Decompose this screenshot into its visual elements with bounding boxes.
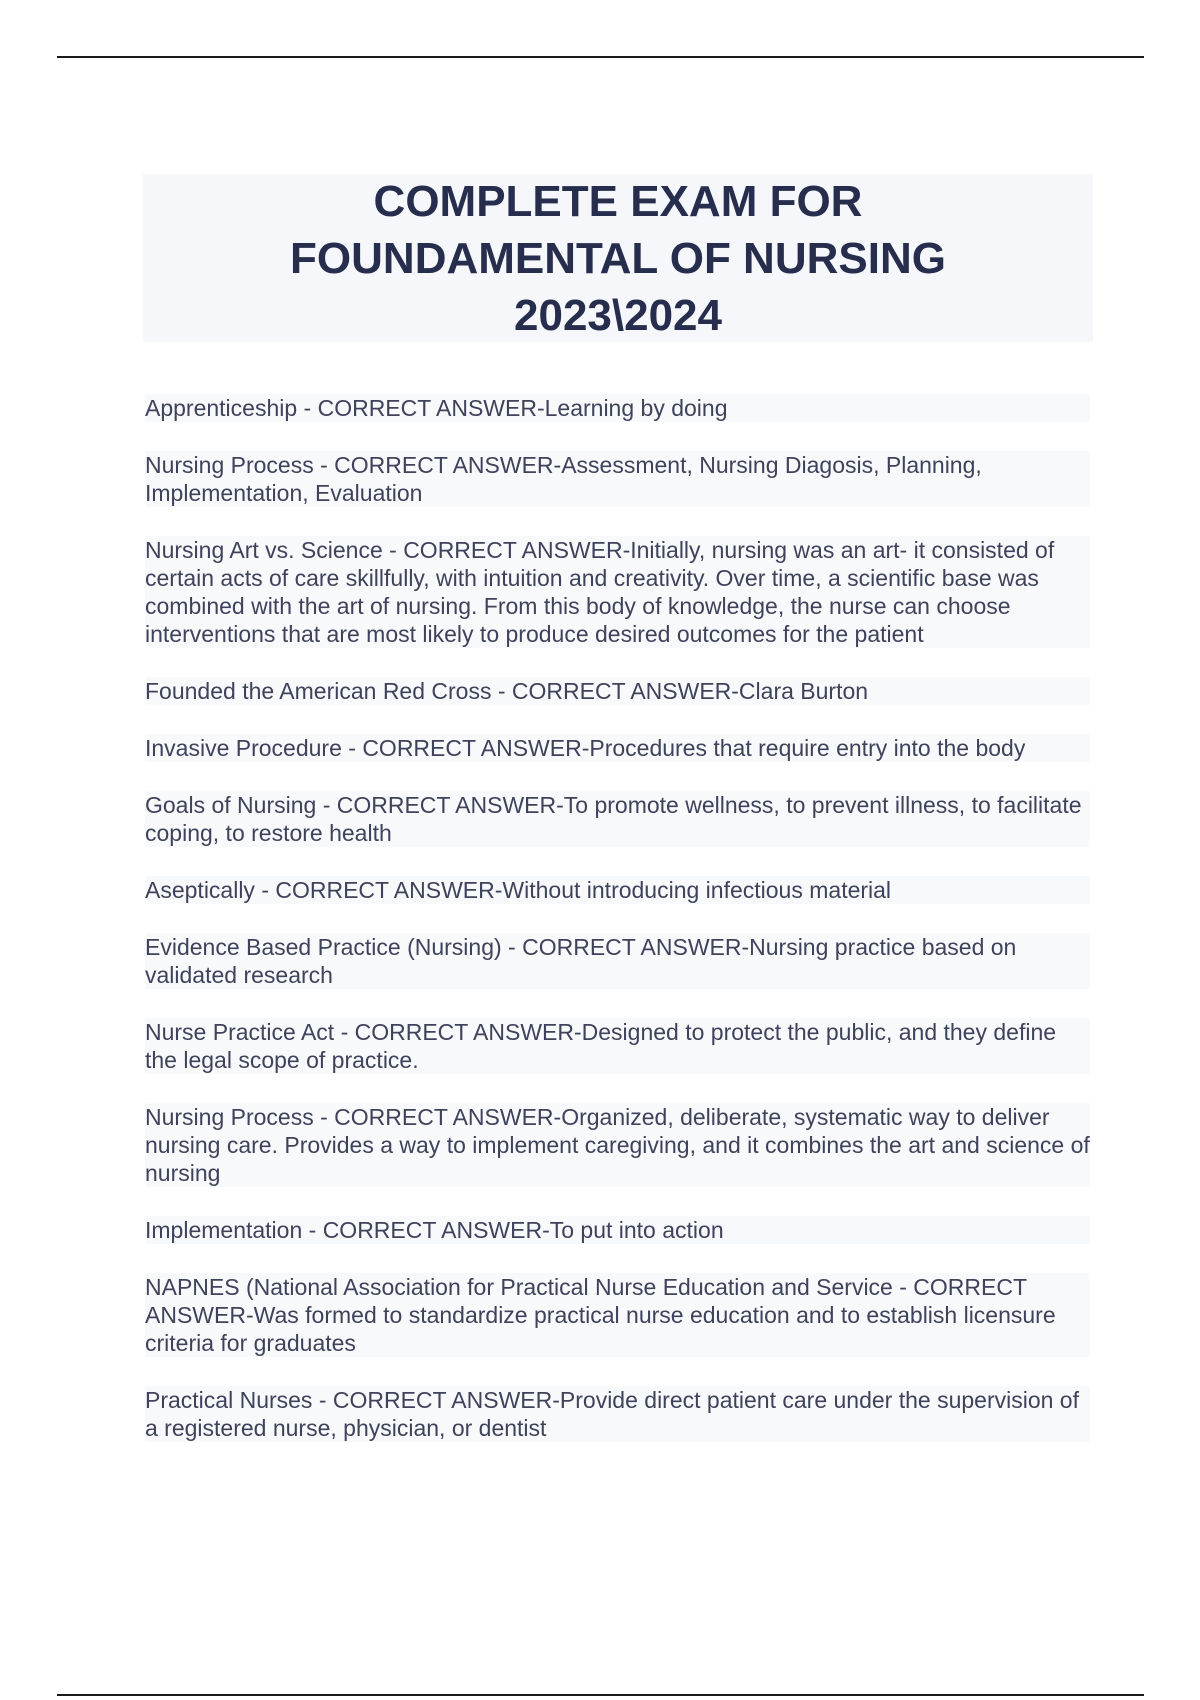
qa-item-nurse-practice-act: Nurse Practice Act - CORRECT ANSWER-Designed to protect the public, and they define the legal scope of practice. — [145, 1018, 1090, 1074]
qa-item-napnes: NAPNES (National Association for Practical Nurse Education and Service - CORRECT ANSWER-Was formed to standardize practical nurse education and to establish licensure criteria for graduates — [145, 1273, 1090, 1357]
qa-item-art-vs-science: Nursing Art vs. Science - CORRECT ANSWER-Initially, nursing was an art- it consisted of certain acts of care skillfully, with intuition and creativity. Over time, a scientific base was combined with the art of nursing. From this body of knowledge, the nurse can choose interventions that are most likely to produce desired outcomes for the patient — [145, 536, 1090, 648]
qa-item-apprenticeship: Apprenticeship - CORRECT ANSWER-Learning by doing — [145, 394, 1090, 422]
bottom-divider — [57, 1694, 1144, 1696]
qa-item-goals-of-nursing: Goals of Nursing - CORRECT ANSWER-To promote wellness, to prevent illness, to facilitate coping, to restore health — [145, 791, 1090, 847]
top-divider — [57, 56, 1144, 58]
qa-item-evidence-based-practice: Evidence Based Practice (Nursing) - CORRECT ANSWER-Nursing practice based on validated research — [145, 933, 1090, 989]
document-title: COMPLETE EXAM FOR FOUNDAMENTAL OF NURSING 2023\2024 — [290, 176, 946, 340]
qa-item-aseptically: Aseptically - CORRECT ANSWER-Without introducing infectious material — [145, 876, 1090, 904]
title-banner — [143, 174, 1093, 342]
qa-list — [145, 394, 1090, 1471]
qa-item-red-cross: Founded the American Red Cross - CORRECT ANSWER-Clara Burton — [145, 677, 1090, 705]
qa-item-invasive-procedure: Invasive Procedure - CORRECT ANSWER-Procedures that require entry into the body — [145, 734, 1090, 762]
qa-item-nursing-process: Nursing Process - CORRECT ANSWER-Assessment, Nursing Diagosis, Planning, Implementation, Evaluation — [145, 451, 1090, 507]
qa-item-practical-nurses: Practical Nurses - CORRECT ANSWER-Provide direct patient care under the supervision of a registered nurse, physician, or dentist — [145, 1386, 1090, 1442]
qa-item-nursing-process-definition: Nursing Process - CORRECT ANSWER-Organized, deliberate, systematic way to deliver nursing care. Provides a way to implement caregiving, and it combines the art and science of nursing — [145, 1104, 1090, 1186]
qa-item-implementation: Implementation - CORRECT ANSWER-To put into action — [145, 1216, 1090, 1244]
